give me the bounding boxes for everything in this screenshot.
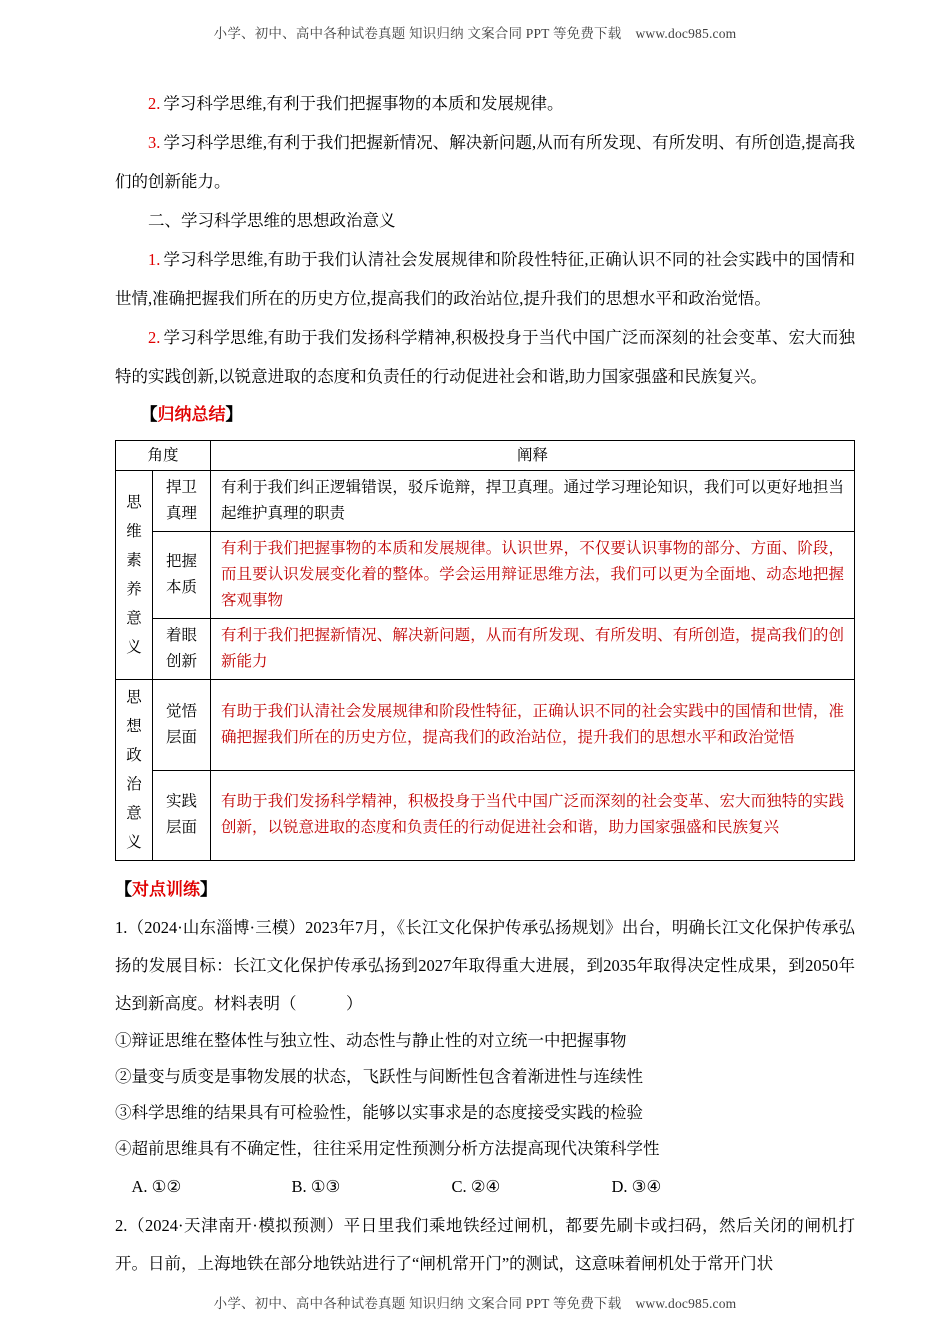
- document-content: [115, 84, 855, 1283]
- aspect-cell-defend-truth: 捍卫真理: [153, 471, 211, 532]
- aspect-cell-focus-innovation: 着眼创新: [153, 619, 211, 680]
- training-heading-text: 对点训练: [132, 880, 200, 899]
- summary-heading-text: 归纳总结: [157, 405, 226, 424]
- question-1-item-2: ②量变与质变是事物发展的状态，飞跃性与间断性包含着渐进性与连续性: [115, 1067, 643, 1086]
- paragraph-point-1b: [115, 240, 855, 318]
- explain-cell: 有助于我们发扬科学精神，积极投身于当代中国广泛而深刻的社会变革、宏大而独特的实践创新，以锐意进取的态度和负责任的行动促进社会和谐，助力国家强盛和民族复兴: [211, 770, 855, 861]
- group-label-thinking-literacy: 思维素养意义: [116, 471, 153, 680]
- explain-cell: 有利于我们纠正逻辑错误，驳斥诡辩，捍卫真理。通过学习理论知识，我们可以更好地担当起维护真理的职责: [211, 471, 855, 532]
- option-b: B. ①③: [291, 1177, 341, 1196]
- column-header-angle: 角度: [116, 441, 211, 471]
- question-1-item-1: ①辩证思维在整体性与独立性、动态性与静止性的对立统一中把握事物: [115, 1031, 627, 1050]
- table-header-row: [116, 441, 855, 471]
- point-text: 学习科学思维,有助于我们发扬科学精神,积极投身于当代中国广泛而深刻的社会变革、宏大而独特的实践创新,以锐意进取的态度和负责任的行动促进社会和谐,助力国家强盛和民族复兴。: [115, 328, 855, 386]
- aspect-cell-practice-level: 实践层面: [153, 770, 211, 861]
- point-number: 3.: [148, 133, 161, 152]
- footer-text: 小学、初中、高中各种试卷真题 知识归纳 文案合同 PPT 等免费下载: [213, 1296, 622, 1311]
- option-d: D. ③④: [611, 1177, 662, 1196]
- page-header: [0, 22, 950, 42]
- paragraph-point-2: [115, 84, 855, 123]
- section-heading-2: [115, 201, 855, 240]
- training-heading: [115, 871, 855, 909]
- aspect-cell-awareness-level: 觉悟层面: [153, 680, 211, 771]
- bracket-open: 【: [140, 405, 158, 424]
- paragraph-point-3: [115, 123, 855, 201]
- group-label-ideological-political: 思想政治意义: [116, 680, 153, 861]
- point-text: 学习科学思维,有利于我们把握事物的本质和发展规律。: [163, 94, 564, 113]
- header-site-url: www.doc985.com: [635, 26, 737, 41]
- explain-cell: 有利于我们把握新情况、解决新问题，从而有所发现、有所发明、有所创造，提高我们的创新能力: [211, 619, 855, 680]
- header-text: 小学、初中、高中各种试卷真题 知识归纳 文案合同 PPT 等免费下载: [213, 26, 622, 41]
- table-row: [116, 770, 855, 861]
- table-row: [116, 680, 855, 771]
- option-c: C. ②④: [451, 1177, 501, 1196]
- table-row: [116, 471, 855, 532]
- footer-site-url: www.doc985.com: [635, 1296, 737, 1311]
- question-2-stem: 2.（2024·天津南开·模拟预测）平日里我们乘地铁经过闸机，都要先刷卡或扫码，然后关闭的闸机打开。日前，上海地铁在部分地铁站进行了“闸机常开门”的测试，这意味着闸机处于常开门状: [115, 1216, 855, 1273]
- section-heading-text: 二、学习科学思维的思想政治意义: [148, 211, 396, 230]
- question-1-items: [115, 1023, 855, 1167]
- summary-heading: [115, 396, 855, 434]
- point-text: 学习科学思维,有利于我们把握新情况、解决新问题,从而有所发现、有所发明、有所创造,提高我们的创新能力。: [115, 133, 855, 191]
- point-number: 2.: [148, 94, 161, 113]
- point-number: 2.: [148, 328, 161, 347]
- bracket-close: 】: [200, 880, 217, 899]
- point-text: 学习科学思维,有助于我们认清社会发展规律和阶段性特征,正确认识不同的社会实践中的国情和世情,准确把握我们所在的历史方位,提高我们的政治站位,提升我们的思想水平和政治觉悟。: [115, 250, 855, 308]
- table-row: [116, 619, 855, 680]
- aspect-cell-grasp-essence: 把握本质: [153, 532, 211, 619]
- explain-cell: 有利于我们把握事物的本质和发展规律。认识世界，不仅要认识事物的部分、方面、阶段，而且要认识发展变化着的整体。学会运用辩证思维方法，我们可以更为全面地、动态地把握客观事物: [211, 532, 855, 619]
- column-header-explain: 阐释: [211, 441, 855, 471]
- option-a: A. ①②: [131, 1177, 182, 1196]
- table-row: [116, 532, 855, 619]
- page-footer: [0, 1292, 950, 1312]
- point-number: 1.: [148, 250, 161, 269]
- question-1-item-4: ④超前思维具有不确定性，往往采用定性预测分析方法提高现代决策科学性: [115, 1139, 660, 1158]
- question-1-item-3: ③科学思维的结果具有可检验性，能够以实事求是的态度接受实践的检验: [115, 1103, 643, 1122]
- bracket-close: 】: [225, 405, 243, 424]
- summary-table: [115, 440, 855, 861]
- question-1-stem: 1.（2024·山东淄博·三模）2023年7月，《长江文化保护传承弘扬规划》出台，明确长江文化保护传承弘扬的发展目标：长江文化保护传承弘扬到2027年取得重大进展，到2035年取得决定性成果，到2050年达到新高度。材料表明（ ）: [115, 918, 855, 1013]
- explain-cell: 有助于我们认清社会发展规律和阶段性特征，正确认识不同的社会实践中的国情和世情，准确把握我们所在的历史方位，提高我们的政治站位，提升我们的思想水平和政治觉悟: [211, 680, 855, 771]
- bracket-open: 【: [115, 880, 132, 899]
- question-1-options: [115, 1167, 855, 1207]
- paragraph-point-2b: [115, 318, 855, 396]
